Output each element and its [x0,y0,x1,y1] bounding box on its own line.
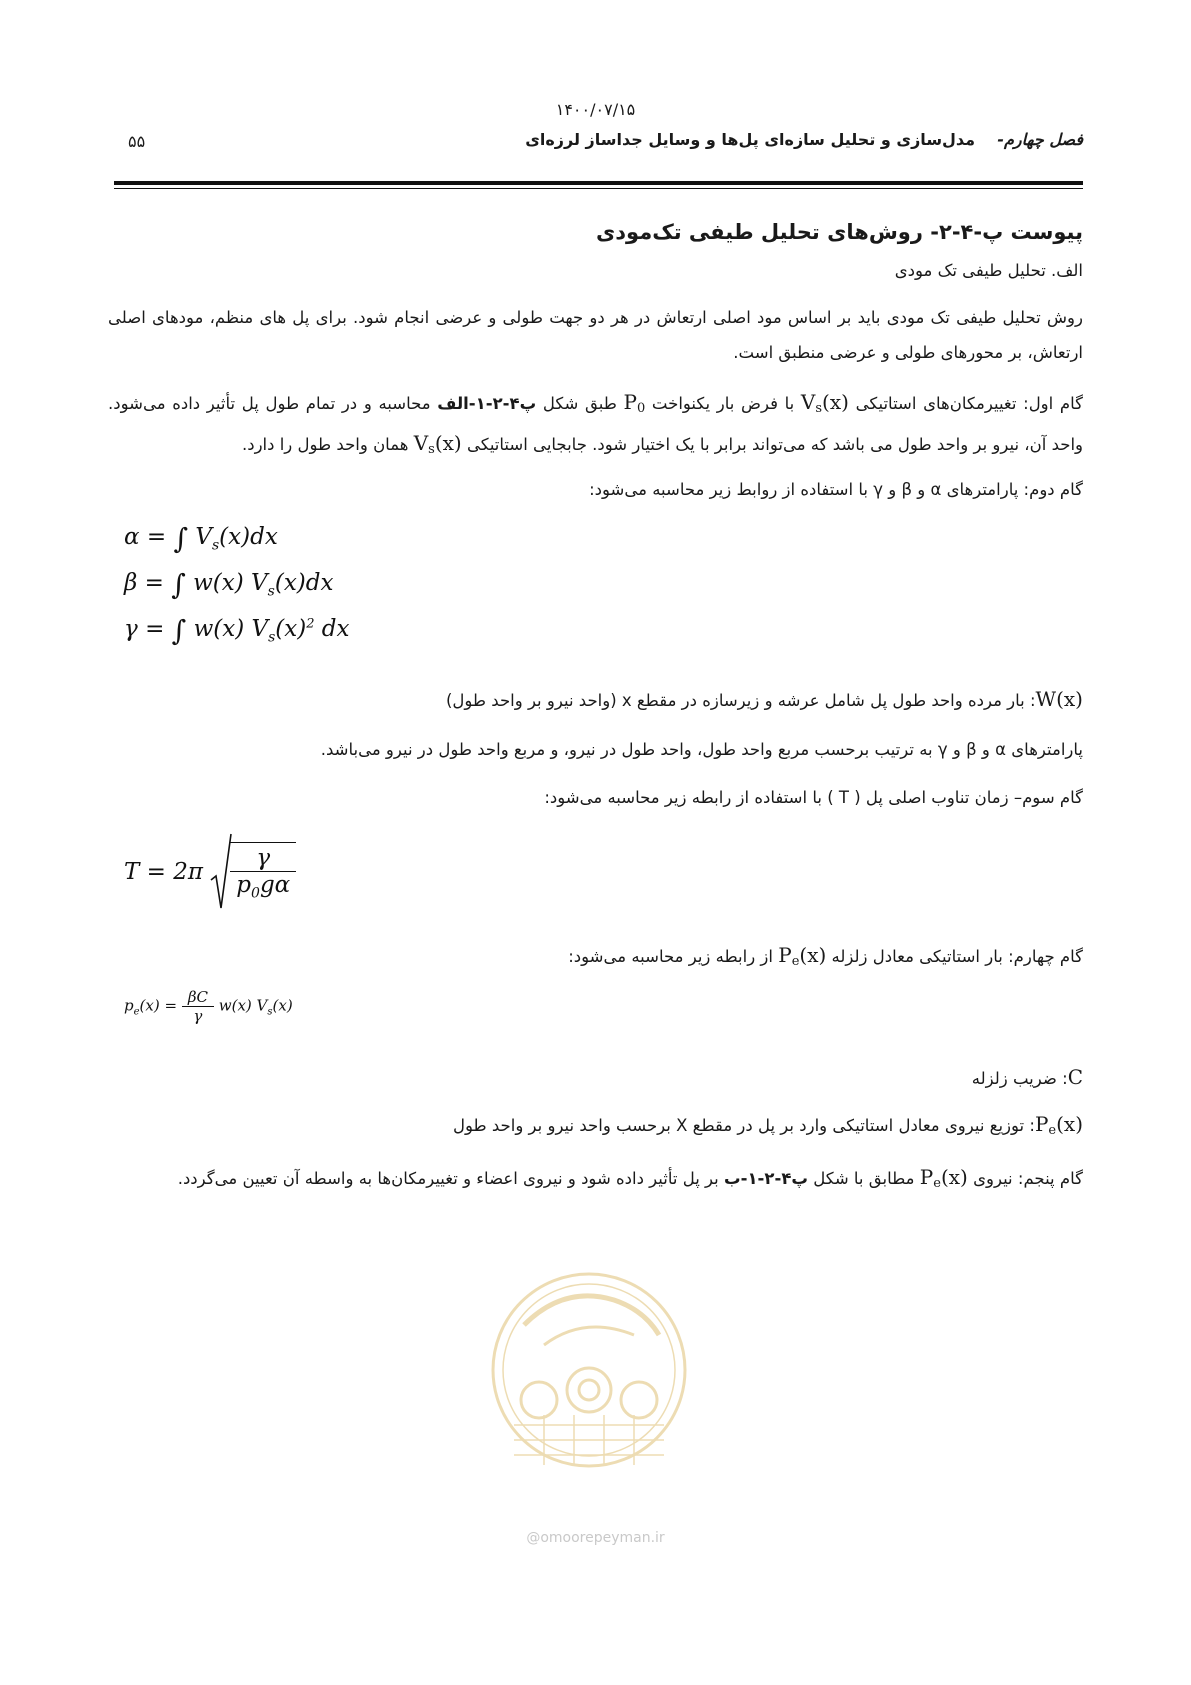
subsection-heading: الف. تحلیل طیفی تک مودی [894,261,1083,280]
chapter-title: مدل‌سازی و تحلیل سازه‌ای پل‌ها و وسایل جداساز لرزه‌ای [525,130,976,149]
vs-symbol-2: $V_s(x)$ [413,431,462,457]
period-formula: T = 2π $\frac{\gamma}{p_0g\alpha}$ [124,832,296,912]
intro-paragraph: روش تحلیل طیفی تک مودی باید بر اساس مود اصلی ارتعاش در هر دو جهت طولی و عرضی انجام شود. برای پل های منظم، مودهای اصلی ارتعاش، بر محورهای طولی و عرضی منطبق است. [108,308,1083,362]
header-date: ۱۴۰۰/۰۷/۱۵ [555,100,636,119]
header-rule-thick [114,181,1083,185]
step4-paragraph: گام چهارم: بار استاتیکی معادل زلزله $P_e(x)$ از رابطه زیر محاسبه می‌شود: [568,943,1083,969]
figure-reference: پ۴-۲-۱-الف [437,394,537,413]
header-rule-thin [114,188,1083,189]
alpha-formula: α = ∫ $V_s(x)dx$ [124,522,278,555]
pe-definition: $P_e(x)$: توزیع نیروی معادل استاتیکی وارد بر پل در مقطع X برحسب واحد نیرو بر واحد طول [453,1112,1083,1138]
step1-paragraph: گام اول: تغییرمکان‌های استاتیکی $V_s(x)$ با فرض بار یکنواخت $P_0$ طبق شکل پ۴-۲-۱-الف محاسبه و در تمام طول پل تأثیر داده می‌شود. واحد آن، نیرو بر واحد طول می باشد که می‌تواند برابر با یک اختیار شود. جابجایی استاتیکی $V_s(x)$ همان واحد طول را دارد. [108,390,1083,457]
c-symbol: C [1067,1065,1083,1089]
params-units: پارامترهای α و β و γ به ترتیب برحسب مربع واحد طول، واحد طول در نیرو، و مربع واحد طول در نیرو می‌باشد. [320,740,1083,759]
pe-symbol: $P_e(x)$ [778,943,827,969]
pe-symbol-2: $P_e(x)$ [1034,1112,1083,1138]
section-title: پیوست پ-۴-۲- روش‌های تحلیل طیفی تک‌مودی [596,220,1083,244]
pe-formula: $p_e(x)$ = $\frac{\beta C}{\gamma}$ w(x) $V_s(x)$ [124,988,293,1025]
watermark-logo-icon [484,1265,694,1475]
figure-reference-b: پ۴-۲-۱-ب [724,1169,808,1188]
p0-symbol: $P_0$ [623,390,646,416]
page-number: ۵۵ [128,132,146,151]
step5-paragraph: گام پنجم: نیروی $P_e(x)$ مطابق با شکل پ۴-۲-۱-ب بر پل تأثیر داده شود و نیروی اعضاء و تغییرمکان‌ها به واسطه آن تعیین می‌گردد. [177,1165,1083,1191]
running-header [525,130,1083,149]
vs-symbol: $V_s(x)$ [800,390,849,416]
chapter-label: فصل چهارم- [997,130,1083,149]
w-symbol: W(x) [1035,687,1083,711]
watermark-text: @omoorepeyman.ir [526,1530,665,1546]
step3-paragraph: گام سوم– زمان تناوب اصلی پل ( T ) با استفاده از رابطه زیر محاسبه می‌شود: [544,788,1083,807]
c-definition: C: ضریب زلزله [971,1065,1083,1089]
sqrt-icon [210,832,232,912]
step2-paragraph: گام دوم: پارامترهای α و β و γ با استفاده از روابط زیر محاسبه می‌شود: [589,480,1083,499]
beta-formula: β = ∫ w(x) $V_s(x)dx$ [124,568,334,601]
gamma-formula: γ = ∫ w(x) $V_s(x)^2$ dx [124,614,350,647]
w-definition: W(x): بار مرده واحد طول پل شامل عرشه و زیرسازه در مقطع x (واحد نیرو بر واحد طول) [445,687,1083,711]
pe-symbol-3: $P_e(x)$ [919,1165,968,1191]
